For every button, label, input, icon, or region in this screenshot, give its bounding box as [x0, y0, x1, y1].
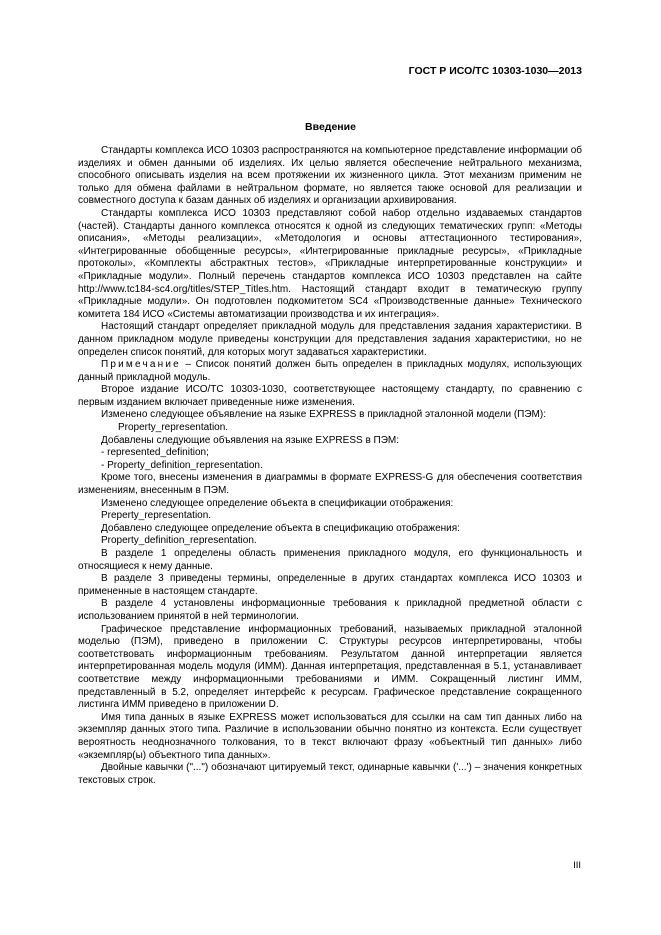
note-text: – Список понятий должен быть определен в прикладных модулях, использующих данный прикладной модуль.	[78, 359, 582, 383]
paragraph-11: В разделе 3 приведены термины, определенные в других стандартах комплекса ИСО 10303 и примененные в настоящем стандарте.	[78, 573, 582, 597]
document-header: ГОСТ Р ИСО/ТС 10303-1030—2013	[408, 65, 582, 77]
note-label: Примечание	[101, 359, 181, 371]
paragraph-6-item-1: - represented_definition;	[101, 447, 209, 459]
paragraph-13: Графическое представление информационных требований, называемых прикладной эталонной моделью (ПЭМ), приведено в приложении С. Структуры ресурсов интерпретированы, чтобы соответствовать информационным требованиям. Результатом данной интерпретации является интерпретированная модель модуля (ИММ). Данная интерпретация, представленная в 5.1, устанавливает соответствие между информационными требованиями и ИММ. Сокращенный листинг ИММ, представленный в 5.2, определяет интерфейс к ресурсам. Графическое представление сокращенного листинга ИММ приведено в приложении D.	[78, 623, 582, 711]
paragraph-1: Стандарты комплекса ИСО 10303 распространяются на компьютерное представление информации об изделиях и обмен данными об изделиях. Их целью является обеспечение нейтрального механизма, способного описывать изделия на всем протяжении их жизненного цикла. Этот механизм применим не только для обмена файлами в нейтральном формате, но является также основой для реализации и совместного доступа к базам данных об изделиях и организации архивирования.	[78, 145, 582, 207]
section-title: Введение	[305, 121, 356, 133]
note	[78, 359, 582, 384]
paragraph-14: Имя типа данных в языке EXPRESS может использоваться для ссылки на сам тип данных либо на экземпляр данных этого типа. Различие в использовании обычно понятно из контекста. Если существует вероятность неоднозначного толкования, то в текст включают фразу «объектный тип данных» либо «экземпляр(ы) объектного типа данных».	[78, 711, 582, 761]
page-number: III	[573, 860, 581, 871]
paragraph-6: Добавлены следующие объявления на языке EXPRESS в ПЭМ:	[101, 434, 400, 446]
paragraph-8-item: Preperty_representation.	[101, 510, 212, 522]
paragraph-9: Добавлено следующее определение объекта в спецификацию отображения:	[101, 522, 460, 534]
paragraph-5: Изменено следующее объявление на языке EXPRESS в прикладной эталонной модели (ПЭМ):	[101, 409, 546, 421]
paragraph-3: Настоящий стандарт определяет прикладной модуль для представления задания характеристики. В данном прикладном модуле приведены конструкции для представления задания характеристики, но не определен список понятий, для которых могут задаваться характеристики.	[78, 321, 582, 358]
paragraph-12: В разделе 4 установлены информационные требования к прикладной предметной области с использованием принятой в ней терминологии.	[78, 598, 582, 622]
paragraph-4: Второе издание ИСО/ТС 10303-1030, соответствующее настоящему стандарту, по сравнению с первым изданием включает приведенные ниже изменения.	[78, 384, 582, 408]
paragraph-5-item: Property_representation.	[118, 422, 229, 434]
document-body	[78, 145, 582, 787]
paragraph-7: Кроме того, внесены изменения в диаграммы в формате EXPRESS-G для обеспечения соответствия изменениям, внесенным в ПЭМ.	[78, 472, 582, 497]
paragraph-2: Стандарты комплекса ИСО 10303 представляют собой набор отдельно издаваемых стандартов (частей). Стандарты данного комплекса относятся к одной из следующих тематических групп: «Методы описания», «Методы реализации», «Методология и основы аттестационного тестирования», «Интегрированные обобщенные ресурсы», «Интегрированные прикладные ресурсы», «Прикладные протоколы», «Комплекты абстрактных тестов», «Прикладные интерпретированные конструкции» и «Прикладные модули». Полный перечень стандартов комплекса ИСО 10303 представлен на сайте http://www.tc184-sc4.org/titles/STEP_Titles.htm. Настоящий стандарт входит в тематическую группу «Прикладные модули». Он подготовлен подкомитетом SC4 «Производственные данные» Технического комитета 184 ИСО «Системы автоматизации производства и их интеграция».	[78, 207, 582, 320]
paragraph-9-item: Property_definition_representation.	[101, 535, 257, 547]
paragraph-6-item-2: - Property_definition_representation.	[101, 459, 263, 471]
paragraph-8: Изменено следующее определение объекта в спецификации отображения:	[101, 497, 454, 509]
paragraph-10: В разделе 1 определены область применения прикладного модуля, его функциональность и относящиеся к нему данные.	[78, 548, 582, 572]
paragraph-15: Двойные кавычки ("...") обозначают цитируемый текст, одинарные кавычки ('...') – значения конкретных текстовых строк.	[78, 762, 582, 786]
